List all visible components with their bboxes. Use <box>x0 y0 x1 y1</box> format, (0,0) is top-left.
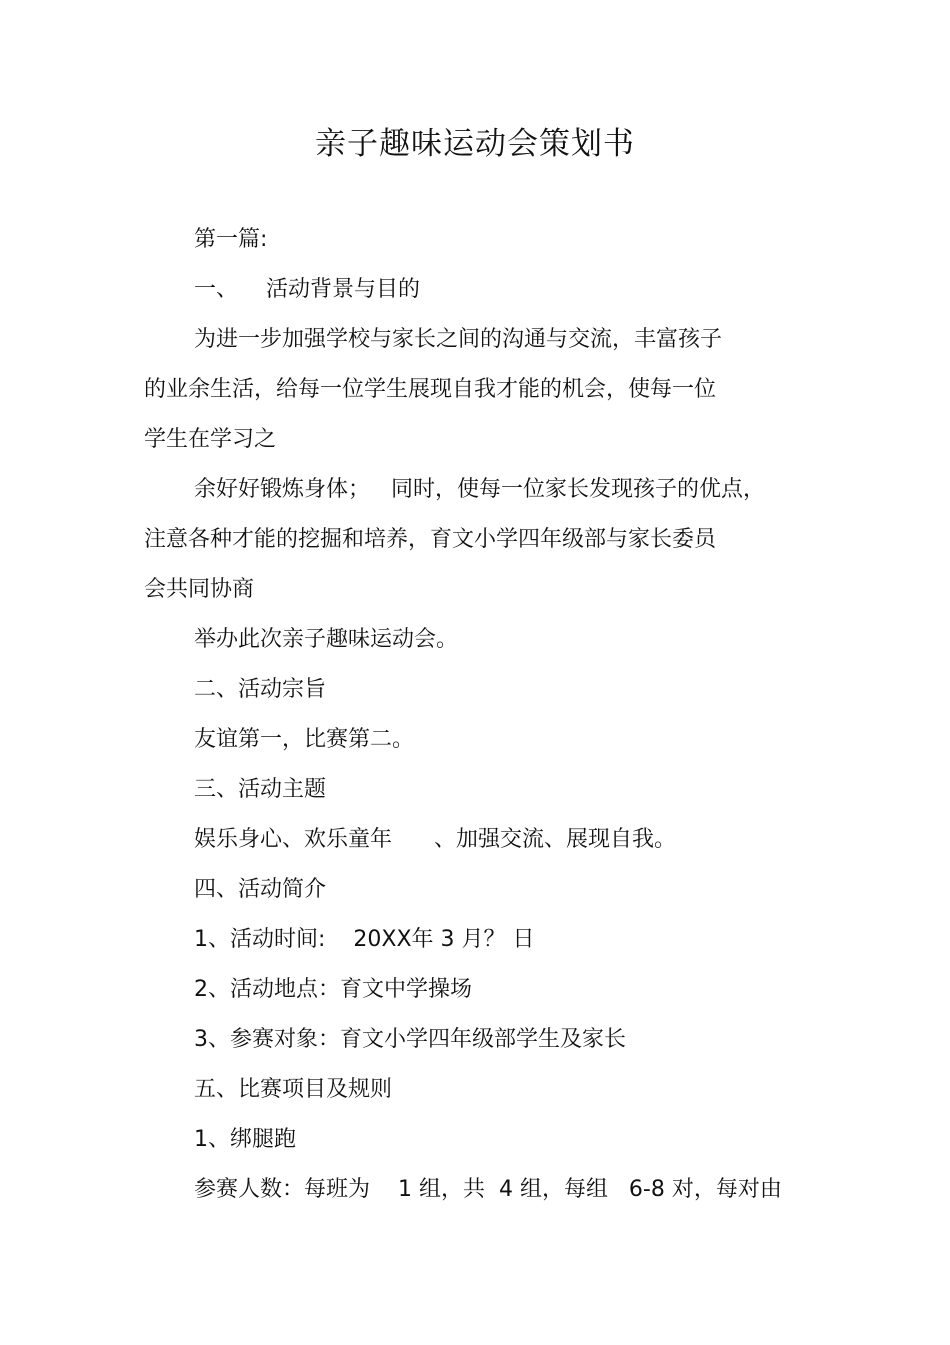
paragraph-line: 余好好锻炼身体； 同时，使每一位家长发现孩子的优点， <box>194 477 765 502</box>
list-item-event: 1、绑腿跑 <box>194 1127 296 1152</box>
list-item-participants: 3、参赛对象：育文小学四年级部学生及家长 <box>194 1027 626 1052</box>
heading-events-rules: 五、比赛项目及规则 <box>194 1077 393 1102</box>
heading-background-purpose: 一、 活动背景与目的 <box>194 277 420 302</box>
paragraph-line: 注意各种才能的挖掘和培养，育文小学四年级部与家长委员 <box>144 527 717 552</box>
list-item-location: 2、活动地点：育文中学操场 <box>194 977 472 1002</box>
list-item-time: 1、活动时间: 20XX年 3 月？ 日 <box>194 927 535 952</box>
paragraph-line: 参赛人数：每班为 1 组，共 4 组，每组 6-8 对，每对由 <box>194 1177 782 1202</box>
paragraph-line: 举办此次亲子趣味运动会。 <box>194 627 459 652</box>
section-label: 第一篇: <box>194 227 268 252</box>
paragraph-line: 友谊第一，比赛第二。 <box>194 727 415 752</box>
paragraph-line: 学生在学习之 <box>144 427 277 452</box>
heading-theme: 三、活动主题 <box>194 777 327 802</box>
paragraph-line: 会共同协商 <box>144 577 255 602</box>
heading-purpose: 二、活动宗旨 <box>194 677 327 702</box>
paragraph-line: 为进一步加强学校与家长之间的沟通与交流，丰富孩子 <box>194 327 723 352</box>
heading-overview: 四、活动简介 <box>194 877 327 902</box>
paragraph-line: 的业余生活，给每一位学生展现自我才能的机会，使每一位 <box>144 377 717 402</box>
paragraph-line: 娱乐身心、欢乐童年 、加强交流、展现自我。 <box>194 827 676 852</box>
document-title: 亲子趣味运动会策划书 <box>315 126 635 162</box>
